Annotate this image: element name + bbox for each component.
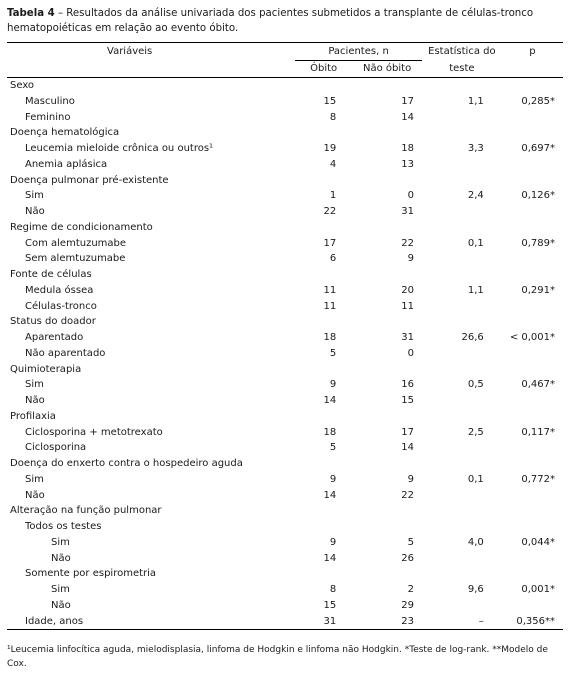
- table-row: [7, 157, 563, 173]
- cell-p: [502, 503, 563, 519]
- cell-obito: [295, 456, 352, 472]
- cell-statistic: [422, 519, 502, 535]
- header-patients: Pacientes, n: [295, 43, 422, 61]
- table-row-group-header: [7, 456, 563, 472]
- cell-nao-obito: [352, 78, 422, 94]
- cell-variable: Masculino: [25, 95, 75, 107]
- cell-variable: Não: [25, 206, 45, 217]
- table-row: [7, 440, 563, 456]
- cell-obito: [295, 267, 352, 283]
- cell-obito: 11: [323, 284, 337, 296]
- cell-statistic: 2,4: [467, 190, 484, 202]
- cell-nao-obito: 18: [401, 143, 415, 154]
- cell-variable: Sem alemtuzumabe: [25, 253, 126, 265]
- cell-nao-obito: [352, 503, 422, 519]
- table-row: [7, 535, 563, 551]
- table-row: [7, 110, 563, 126]
- cell-p: 0,772*: [521, 473, 555, 485]
- cell-statistic: [422, 78, 502, 94]
- table-row: [7, 472, 563, 488]
- cell-obito: [295, 173, 352, 189]
- cell-nao-obito: [352, 314, 422, 330]
- cell-statistic: [422, 393, 502, 409]
- cell-variable: Sim: [25, 379, 44, 391]
- table-row: [7, 141, 563, 157]
- table-body: [7, 78, 563, 630]
- cell-nao-obito: [352, 409, 422, 425]
- cell-p: 0,001*: [521, 584, 555, 595]
- cell-nao-obito: [352, 519, 422, 535]
- cell-nao-obito: 20: [401, 284, 415, 296]
- table-row: [7, 488, 563, 504]
- cell-statistic: [422, 598, 502, 614]
- cell-obito: 5: [329, 347, 337, 359]
- cell-p: [502, 251, 563, 267]
- cell-variable: Sim: [25, 190, 44, 202]
- cell-nao-obito: 13: [401, 158, 415, 170]
- cell-obito: 15: [323, 95, 337, 107]
- cell-nao-obito: 14: [401, 442, 415, 454]
- table-row: [7, 582, 563, 598]
- cell-variable: Sexo: [10, 80, 35, 91]
- cell-p: [502, 551, 563, 567]
- cell-obito: 1: [329, 190, 337, 202]
- table-row: [7, 425, 563, 441]
- results-table: [7, 42, 563, 630]
- cell-p: [502, 393, 563, 409]
- cell-variable: Doença hematológica: [10, 127, 120, 139]
- cell-p: [502, 157, 563, 173]
- cell-nao-obito: 22: [401, 489, 415, 501]
- cell-variable: Não aparentado: [25, 347, 106, 359]
- cell-nao-obito: [352, 125, 422, 141]
- table-caption-text: – Resultados da análise univariada dos pacientes submetidos a transplante de células-tronco hematopoiéticas em relação ao evento óbito.: [7, 8, 534, 34]
- cell-nao-obito: 16: [401, 379, 415, 391]
- cell-statistic: [422, 566, 502, 582]
- cell-statistic: [422, 220, 502, 236]
- cell-obito: 6: [329, 253, 337, 265]
- cell-obito: 9: [329, 473, 337, 485]
- cell-obito: 9: [329, 536, 337, 548]
- cell-obito: 15: [323, 599, 337, 611]
- table-row: [7, 377, 563, 393]
- cell-obito: 11: [323, 300, 337, 312]
- cell-p: 0,117*: [521, 426, 555, 438]
- cell-statistic: [422, 409, 502, 425]
- cell-p: 0,285*: [521, 95, 555, 107]
- cell-variable: Não: [25, 489, 45, 501]
- cell-statistic: 3,3: [467, 143, 484, 154]
- cell-p: 0,697*: [521, 143, 555, 154]
- cell-statistic: 0,1: [467, 473, 484, 485]
- cell-variable: Idade, anos: [25, 615, 84, 627]
- cell-nao-obito: 17: [401, 95, 415, 107]
- cell-statistic: 26,6: [461, 332, 484, 343]
- cell-p: 0,467*: [521, 379, 555, 391]
- cell-nao-obito: 31: [401, 206, 415, 217]
- cell-variable: Ciclosporina + metotrexato: [25, 426, 163, 438]
- cell-variable: Ciclosporina: [25, 442, 87, 454]
- cell-variable: Feminino: [25, 111, 71, 123]
- cell-statistic: 4,0: [467, 536, 484, 548]
- cell-p: [502, 204, 563, 220]
- cell-variable: Todos os testes: [25, 521, 102, 532]
- cell-statistic: [422, 314, 502, 330]
- cell-statistic: [422, 299, 502, 315]
- table-label: Tabela 4: [7, 8, 55, 19]
- cell-statistic: [422, 362, 502, 378]
- table-row: [7, 251, 563, 267]
- cell-obito: [295, 314, 352, 330]
- table-footnote: ¹Leucemia linfocítica aguda, mielodisplasia, linfoma de Hodgkin e linfoma não Hodgkin. *Teste de log-rank. **Modelo de Cox.: [7, 645, 548, 669]
- cell-p: 0,789*: [521, 237, 555, 249]
- cell-p: [502, 220, 563, 236]
- cell-variable: Sim: [51, 584, 70, 595]
- cell-p: 0,356**: [516, 615, 555, 627]
- cell-statistic: [422, 456, 502, 472]
- cell-p: [502, 125, 563, 141]
- cell-variable: Não: [51, 552, 71, 564]
- cell-variable: Não: [51, 599, 71, 611]
- cell-p: [502, 299, 563, 315]
- cell-p: [502, 488, 563, 504]
- cell-obito: 9: [329, 379, 337, 391]
- cell-statistic: 2,5: [467, 426, 484, 438]
- cell-nao-obito: 11: [401, 300, 415, 312]
- cell-nao-obito: [352, 362, 422, 378]
- cell-statistic: [422, 488, 502, 504]
- cell-obito: [295, 78, 352, 94]
- cell-variable: Alteração na função pulmonar: [10, 505, 162, 517]
- cell-variable: Status do doador: [10, 316, 96, 328]
- cell-nao-obito: 2: [407, 584, 415, 595]
- table-row: [7, 551, 563, 567]
- cell-obito: [295, 409, 352, 425]
- header-statistic: [422, 43, 502, 78]
- cell-variable: Somente por espirometria: [25, 568, 157, 580]
- cell-obito: 8: [329, 584, 337, 595]
- cell-obito: [295, 362, 352, 378]
- cell-p: [502, 173, 563, 189]
- table-row: [7, 346, 563, 362]
- cell-p: [502, 110, 563, 126]
- cell-nao-obito: 22: [401, 237, 415, 249]
- cell-statistic: [422, 125, 502, 141]
- cell-variable: Leucemia mieloide crônica ou outros¹: [25, 143, 214, 154]
- table-row-group-header: [7, 173, 563, 189]
- table-row: [7, 236, 563, 252]
- table-row: [7, 94, 563, 110]
- cell-variable: Doença pulmonar pré-existente: [10, 174, 169, 186]
- cell-nao-obito: 31: [401, 332, 415, 343]
- cell-nao-obito: 17: [401, 426, 415, 438]
- table-row: [7, 330, 563, 346]
- cell-variable: Não: [25, 395, 45, 406]
- cell-obito: 18: [323, 426, 337, 438]
- cell-statistic: [422, 251, 502, 267]
- cell-p: [502, 598, 563, 614]
- cell-p: [502, 267, 563, 283]
- cell-nao-obito: 26: [401, 552, 415, 564]
- cell-variable: Sim: [51, 536, 70, 548]
- cell-nao-obito: [352, 566, 422, 582]
- cell-obito: [295, 125, 352, 141]
- cell-nao-obito: [352, 267, 422, 283]
- cell-statistic: [422, 267, 502, 283]
- cell-statistic: 9,6: [467, 584, 484, 595]
- cell-p: [502, 409, 563, 425]
- cell-p: 0,126*: [521, 190, 555, 202]
- cell-variable: Regime de condicionamento: [10, 221, 153, 233]
- cell-variable: Aparentado: [25, 332, 84, 343]
- table-row-group-header: [7, 125, 563, 141]
- table-row: [7, 598, 563, 614]
- table-row-group-header: [7, 409, 563, 425]
- cell-obito: 31: [323, 615, 337, 627]
- table-row-group-header: [7, 78, 563, 94]
- table-row: [7, 566, 563, 582]
- cell-p: [502, 456, 563, 472]
- cell-variable: Profilaxia: [10, 410, 56, 422]
- cell-statistic: [422, 440, 502, 456]
- cell-nao-obito: 23: [401, 615, 415, 627]
- cell-p: [502, 566, 563, 582]
- cell-variable: Sim: [25, 473, 44, 485]
- cell-obito: 22: [323, 206, 337, 217]
- cell-statistic: 1,1: [467, 284, 484, 296]
- table-row: [7, 188, 563, 204]
- cell-statistic: [422, 157, 502, 173]
- cell-nao-obito: 0: [407, 347, 415, 359]
- cell-obito: 14: [323, 552, 337, 564]
- cell-p: [502, 314, 563, 330]
- cell-obito: [295, 220, 352, 236]
- cell-obito: 5: [329, 442, 337, 454]
- table-row: [7, 283, 563, 299]
- cell-statistic: 1,1: [467, 95, 484, 107]
- cell-nao-obito: [352, 456, 422, 472]
- cell-p: [502, 519, 563, 535]
- cell-statistic: 0,1: [467, 237, 484, 249]
- cell-statistic: [422, 204, 502, 220]
- cell-obito: 8: [329, 111, 337, 123]
- cell-p: 0,044*: [521, 536, 555, 548]
- cell-variable: Células-tronco: [25, 300, 97, 312]
- cell-nao-obito: 29: [401, 599, 415, 611]
- header-p: p: [529, 46, 536, 57]
- cell-obito: 4: [329, 158, 337, 170]
- table-caption: [7, 6, 563, 36]
- cell-obito: 17: [323, 237, 337, 249]
- cell-nao-obito: 9: [407, 253, 415, 265]
- cell-obito: 14: [323, 395, 337, 406]
- header-obito: Óbito: [310, 63, 338, 74]
- header-statistic-line1: Estatística do: [428, 46, 496, 57]
- cell-variable: Quimioterapia: [10, 363, 82, 375]
- cell-nao-obito: 0: [407, 190, 415, 202]
- cell-nao-obito: [352, 173, 422, 189]
- table-row: [7, 204, 563, 220]
- cell-p: [502, 78, 563, 94]
- cell-statistic: [422, 346, 502, 362]
- cell-statistic: [422, 110, 502, 126]
- cell-nao-obito: 5: [407, 536, 415, 548]
- table-row: [7, 519, 563, 535]
- cell-obito: 14: [323, 489, 337, 501]
- cell-nao-obito: 9: [407, 473, 415, 485]
- table-row-group-header: [7, 220, 563, 236]
- cell-statistic: [422, 551, 502, 567]
- table-row: [7, 299, 563, 315]
- cell-statistic: –: [478, 615, 484, 627]
- table-row-group-header: [7, 503, 563, 519]
- cell-nao-obito: 14: [401, 111, 415, 123]
- cell-p: < 0,001*: [509, 332, 555, 343]
- cell-p: [502, 440, 563, 456]
- cell-p: [502, 362, 563, 378]
- cell-obito: [295, 503, 352, 519]
- cell-obito: [295, 519, 352, 535]
- table-row-group-header: [7, 314, 563, 330]
- header-statistic-line2: teste: [449, 63, 475, 74]
- cell-statistic: 0,5: [467, 379, 484, 391]
- cell-variable: Medula óssea: [25, 284, 94, 296]
- header-variables: Variáveis: [107, 46, 153, 57]
- cell-statistic: [422, 173, 502, 189]
- table-row: [7, 614, 563, 630]
- table-row-group-header: [7, 362, 563, 378]
- cell-p: 0,291*: [521, 284, 555, 296]
- cell-obito: 19: [323, 143, 337, 154]
- cell-variable: Anemia aplásica: [25, 158, 108, 170]
- cell-obito: 18: [323, 332, 337, 343]
- cell-nao-obito: 15: [401, 395, 415, 406]
- cell-variable: Fonte de células: [10, 269, 92, 280]
- cell-statistic: [422, 503, 502, 519]
- cell-p: [502, 346, 563, 362]
- table-row-group-header: [7, 267, 563, 283]
- header-nao-obito: Não óbito: [363, 63, 412, 74]
- cell-variable: Com alemtuzumabe: [25, 237, 127, 249]
- table-row: [7, 393, 563, 409]
- cell-nao-obito: [352, 220, 422, 236]
- cell-obito: [295, 566, 352, 582]
- cell-variable: Doença do enxerto contra o hospedeiro aguda: [10, 458, 243, 469]
